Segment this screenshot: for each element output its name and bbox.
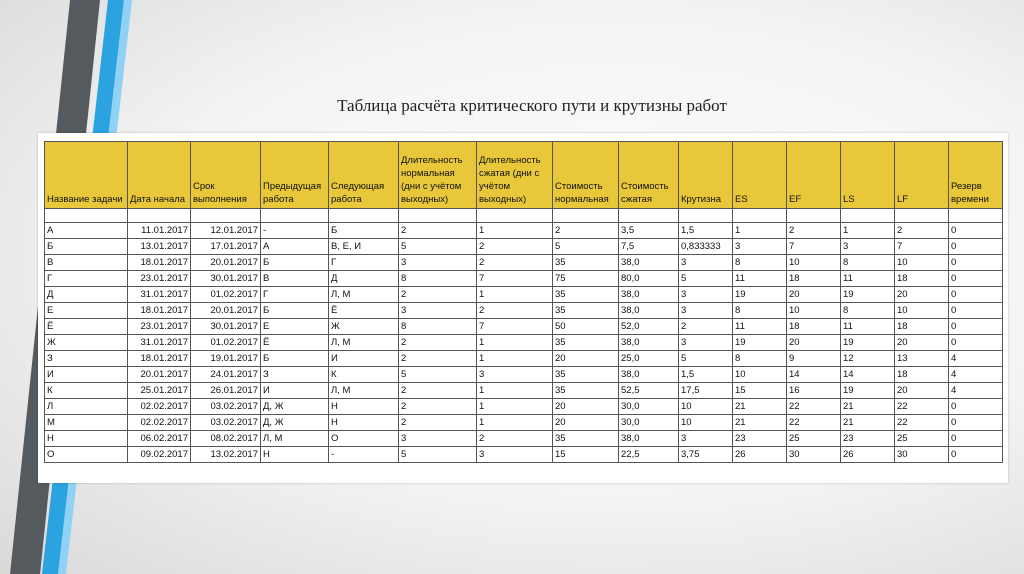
- table-cell: 35: [553, 335, 619, 351]
- table-cell: 11: [733, 319, 787, 335]
- critical-path-table: [44, 141, 1003, 463]
- table-cell: 19: [841, 383, 895, 399]
- table-cell: 20.01.2017: [191, 255, 261, 271]
- table-cell: Н: [45, 431, 128, 447]
- table-cell: 2: [477, 431, 553, 447]
- table-cell: 21: [733, 415, 787, 431]
- table-cell: 13.02.2017: [191, 447, 261, 463]
- table-cell: 13: [895, 351, 949, 367]
- table-cell: 11.01.2017: [128, 223, 191, 239]
- table-cell: 5: [679, 271, 733, 287]
- table-cell: Ё: [261, 335, 329, 351]
- table-cell: 14: [787, 367, 841, 383]
- table-cell: Л, М: [329, 383, 399, 399]
- table-cell: 20: [895, 287, 949, 303]
- table-cell: 2: [553, 223, 619, 239]
- table-cell: 5: [399, 447, 477, 463]
- table-cell: 38,0: [619, 287, 679, 303]
- table-cell: 20.01.2017: [191, 303, 261, 319]
- table-cell: 01.02.2017: [191, 335, 261, 351]
- table-cell: 25: [895, 431, 949, 447]
- header-cell: Резерв времени: [949, 142, 1003, 209]
- table-cell: 12.01.2017: [191, 223, 261, 239]
- table-cell: 5: [399, 239, 477, 255]
- table-cell: 20: [895, 335, 949, 351]
- table-cell: 23.01.2017: [128, 319, 191, 335]
- table-row: [45, 415, 1003, 431]
- table-cell: 18.01.2017: [128, 303, 191, 319]
- table-cell: 3,75: [679, 447, 733, 463]
- header-cell: Длительность нормальная (дни с учётом выходных): [399, 142, 477, 209]
- table-cell: 2: [477, 239, 553, 255]
- table-cell: Ж: [45, 335, 128, 351]
- table-cell: 75: [553, 271, 619, 287]
- table-cell: 21: [841, 399, 895, 415]
- table-body: [45, 209, 1003, 463]
- table-cell: 10: [679, 399, 733, 415]
- table-cell: Ж: [329, 319, 399, 335]
- table-cell: 1: [477, 351, 553, 367]
- header-cell: LF: [895, 142, 949, 209]
- table-cell: 3: [679, 335, 733, 351]
- table-cell: 52,0: [619, 319, 679, 335]
- table-cell: Ё: [45, 319, 128, 335]
- table-cell: 35: [553, 287, 619, 303]
- table-cell: 18: [895, 271, 949, 287]
- table-cell: О: [329, 431, 399, 447]
- table-cell: 18: [895, 319, 949, 335]
- table-cell: 0: [949, 255, 1003, 271]
- table-cell: 18: [787, 271, 841, 287]
- table-cell: А: [45, 223, 128, 239]
- table-cell: 9: [787, 351, 841, 367]
- table-cell: О: [45, 447, 128, 463]
- table-cell: 17,5: [679, 383, 733, 399]
- slide-title: Таблица расчёта критического пути и крутизны работ: [337, 96, 727, 115]
- table-cell: 18.01.2017: [128, 351, 191, 367]
- table-cell: 1: [477, 383, 553, 399]
- table-cell: 17.01.2017: [191, 239, 261, 255]
- table-cell: Н: [261, 447, 329, 463]
- table-cell: 10: [787, 255, 841, 271]
- table-cell: 5: [679, 351, 733, 367]
- table-cell: 38,0: [619, 431, 679, 447]
- table-cell: 12: [841, 351, 895, 367]
- table-cell: 31.01.2017: [128, 287, 191, 303]
- table-cell: 35: [553, 367, 619, 383]
- table-cell: Ё: [329, 303, 399, 319]
- table-cell: 2: [477, 303, 553, 319]
- table-cell: 26.01.2017: [191, 383, 261, 399]
- table-row: [45, 239, 1003, 255]
- table-cell: 0: [949, 287, 1003, 303]
- table-cell: 3,5: [619, 223, 679, 239]
- table-cell: 4: [949, 351, 1003, 367]
- table-cell: 21: [841, 415, 895, 431]
- table-cell: 38,0: [619, 367, 679, 383]
- table-cell: 20.01.2017: [128, 367, 191, 383]
- table-cell: 80,0: [619, 271, 679, 287]
- table-cell: 2: [399, 383, 477, 399]
- table-cell: 18.01.2017: [128, 255, 191, 271]
- table-cell: 20: [553, 399, 619, 415]
- table-cell: 10: [787, 303, 841, 319]
- table-cell: Д: [45, 287, 128, 303]
- table-cell: Б: [261, 255, 329, 271]
- table-cell: 13.01.2017: [128, 239, 191, 255]
- table-cell: 38,0: [619, 303, 679, 319]
- table-cell: 1,5: [679, 367, 733, 383]
- table-row: [45, 255, 1003, 271]
- table-cell: 10: [733, 367, 787, 383]
- table-row: [45, 335, 1003, 351]
- table-cell: 2: [399, 223, 477, 239]
- table-row: [45, 351, 1003, 367]
- table-cell: 1: [477, 335, 553, 351]
- table-cell: 23: [733, 431, 787, 447]
- table-cell: 01.02.2017: [191, 287, 261, 303]
- table-cell: 8: [841, 303, 895, 319]
- table-cell: 1: [477, 399, 553, 415]
- header-cell: LS: [841, 142, 895, 209]
- header-cell: ES: [733, 142, 787, 209]
- table-cell: 19: [733, 335, 787, 351]
- table-cell: Н: [329, 415, 399, 431]
- table-cell: 35: [553, 383, 619, 399]
- table-cell: 14: [841, 367, 895, 383]
- table-cell: М: [45, 415, 128, 431]
- table-cell: 10: [679, 415, 733, 431]
- spreadsheet-image: [38, 133, 1008, 483]
- table-cell: Е: [261, 319, 329, 335]
- table-cell: 8: [399, 271, 477, 287]
- table-cell: 2: [787, 223, 841, 239]
- blank-row: [45, 209, 1003, 223]
- table-cell: 0: [949, 399, 1003, 415]
- table-cell: В, Е, И: [329, 239, 399, 255]
- table-cell: 3: [841, 239, 895, 255]
- table-cell: 30,0: [619, 415, 679, 431]
- table-cell: 2: [399, 335, 477, 351]
- table-cell: 1: [477, 415, 553, 431]
- table-cell: 0,833333: [679, 239, 733, 255]
- table-cell: 0: [949, 239, 1003, 255]
- table-cell: З: [45, 351, 128, 367]
- table-cell: 24.01.2017: [191, 367, 261, 383]
- table-cell: 23: [841, 431, 895, 447]
- table-cell: 21: [733, 399, 787, 415]
- table-cell: 22: [895, 415, 949, 431]
- table-cell: Б: [261, 351, 329, 367]
- table-cell: Д, Ж: [261, 399, 329, 415]
- table-cell: 18: [895, 367, 949, 383]
- header-cell: Длительность сжатая (дни с учётом выходных): [477, 142, 553, 209]
- table-cell: Г: [329, 255, 399, 271]
- header-cell: Название задачи: [45, 142, 128, 209]
- table-cell: Л, М: [261, 431, 329, 447]
- table-cell: 0: [949, 223, 1003, 239]
- table-cell: 06.02.2017: [128, 431, 191, 447]
- table-cell: 38,0: [619, 335, 679, 351]
- table-cell: 30: [787, 447, 841, 463]
- table-cell: 23.01.2017: [128, 271, 191, 287]
- table-cell: 0: [949, 335, 1003, 351]
- table-cell: Г: [261, 287, 329, 303]
- table-cell: 22,5: [619, 447, 679, 463]
- table-cell: 35: [553, 431, 619, 447]
- header-cell: Срок выполнения: [191, 142, 261, 209]
- table-cell: 2: [679, 319, 733, 335]
- table-cell: 02.02.2017: [128, 399, 191, 415]
- table-cell: 30.01.2017: [191, 271, 261, 287]
- table-cell: 8: [841, 255, 895, 271]
- table-cell: 03.02.2017: [191, 415, 261, 431]
- table-cell: А: [261, 239, 329, 255]
- table-cell: 5: [553, 239, 619, 255]
- table-cell: 3: [679, 303, 733, 319]
- table-cell: 3: [679, 255, 733, 271]
- table-cell: Б: [261, 303, 329, 319]
- table-cell: 2: [399, 399, 477, 415]
- table-cell: -: [329, 447, 399, 463]
- table-cell: -: [261, 223, 329, 239]
- table-cell: 31.01.2017: [128, 335, 191, 351]
- table-cell: 0: [949, 415, 1003, 431]
- table-cell: Л, М: [329, 335, 399, 351]
- table-cell: В: [261, 271, 329, 287]
- table-cell: 25: [787, 431, 841, 447]
- table-cell: 3: [477, 447, 553, 463]
- table-cell: 5: [399, 367, 477, 383]
- table-cell: 1: [477, 223, 553, 239]
- table-cell: 3: [733, 239, 787, 255]
- table-cell: В: [45, 255, 128, 271]
- table-cell: 10: [895, 303, 949, 319]
- table-cell: И: [261, 383, 329, 399]
- table-row: [45, 287, 1003, 303]
- table-cell: Н: [329, 399, 399, 415]
- table-cell: 4: [949, 367, 1003, 383]
- table-cell: 7,5: [619, 239, 679, 255]
- table-cell: 7: [787, 239, 841, 255]
- table-cell: 0: [949, 319, 1003, 335]
- table-cell: 35: [553, 255, 619, 271]
- table-cell: 18: [787, 319, 841, 335]
- table-cell: 10: [895, 255, 949, 271]
- table-cell: 7: [895, 239, 949, 255]
- table-cell: 2: [477, 255, 553, 271]
- table-cell: 15: [553, 447, 619, 463]
- table-row: [45, 383, 1003, 399]
- table-cell: 11: [841, 271, 895, 287]
- table-cell: 8: [733, 303, 787, 319]
- table-cell: 20: [553, 351, 619, 367]
- table-row: [45, 367, 1003, 383]
- table-cell: 11: [733, 271, 787, 287]
- table-cell: 16: [787, 383, 841, 399]
- table-cell: 1: [733, 223, 787, 239]
- table-cell: Г: [45, 271, 128, 287]
- header-cell: Стоимость сжатая: [619, 142, 679, 209]
- table-cell: И: [329, 351, 399, 367]
- table-row: [45, 319, 1003, 335]
- header-row: [45, 142, 1003, 209]
- table-cell: 1: [841, 223, 895, 239]
- table-cell: 7: [477, 319, 553, 335]
- table-cell: 25,0: [619, 351, 679, 367]
- table-cell: 22: [787, 415, 841, 431]
- table-cell: 02.02.2017: [128, 415, 191, 431]
- table-cell: З: [261, 367, 329, 383]
- table-cell: К: [329, 367, 399, 383]
- table-cell: 25.01.2017: [128, 383, 191, 399]
- table-cell: 0: [949, 447, 1003, 463]
- header-cell: Следующая работа: [329, 142, 399, 209]
- table-cell: 19: [733, 287, 787, 303]
- table-cell: 1,5: [679, 223, 733, 239]
- header-cell: EF: [787, 142, 841, 209]
- table-cell: 3: [399, 431, 477, 447]
- table-cell: Д: [329, 271, 399, 287]
- table-row: [45, 271, 1003, 287]
- table-cell: 11: [841, 319, 895, 335]
- table-cell: 20: [553, 415, 619, 431]
- table-cell: 22: [787, 399, 841, 415]
- table-cell: 4: [949, 383, 1003, 399]
- table-cell: Д, Ж: [261, 415, 329, 431]
- table-cell: 08.02.2017: [191, 431, 261, 447]
- table-cell: 0: [949, 271, 1003, 287]
- table-cell: 22: [895, 399, 949, 415]
- header-cell: Стоимость нормальная: [553, 142, 619, 209]
- table-cell: К: [45, 383, 128, 399]
- table-cell: 09.02.2017: [128, 447, 191, 463]
- table-cell: 2: [399, 287, 477, 303]
- table-cell: 20: [895, 383, 949, 399]
- table-cell: 26: [841, 447, 895, 463]
- table-row: [45, 431, 1003, 447]
- table-cell: 30.01.2017: [191, 319, 261, 335]
- table-cell: Б: [45, 239, 128, 255]
- table-cell: 3: [399, 303, 477, 319]
- table-cell: 30,0: [619, 399, 679, 415]
- table-cell: 26: [733, 447, 787, 463]
- table-cell: 30: [895, 447, 949, 463]
- table-cell: Е: [45, 303, 128, 319]
- table-cell: 0: [949, 303, 1003, 319]
- table-cell: 15: [733, 383, 787, 399]
- table-row: [45, 303, 1003, 319]
- table-cell: 3: [679, 431, 733, 447]
- table-cell: 52,5: [619, 383, 679, 399]
- table-row: [45, 223, 1003, 239]
- table-row: [45, 447, 1003, 463]
- table-cell: 50: [553, 319, 619, 335]
- table-cell: 19: [841, 335, 895, 351]
- table-cell: 3: [399, 255, 477, 271]
- table-cell: 8: [733, 255, 787, 271]
- table-cell: 2: [399, 415, 477, 431]
- table-cell: 8: [733, 351, 787, 367]
- table-cell: 19: [841, 287, 895, 303]
- table-cell: И: [45, 367, 128, 383]
- table-cell: Л, М: [329, 287, 399, 303]
- table-cell: 7: [477, 271, 553, 287]
- table-cell: 38,0: [619, 255, 679, 271]
- table-cell: 03.02.2017: [191, 399, 261, 415]
- table-cell: 35: [553, 303, 619, 319]
- header-cell: Дата начала: [128, 142, 191, 209]
- table-cell: 2: [895, 223, 949, 239]
- table-cell: 2: [399, 351, 477, 367]
- table-cell: 0: [949, 431, 1003, 447]
- table-row: [45, 399, 1003, 415]
- table-cell: 19.01.2017: [191, 351, 261, 367]
- table-cell: 3: [477, 367, 553, 383]
- table-cell: 3: [679, 287, 733, 303]
- header-cell: Предыдущая работа: [261, 142, 329, 209]
- table-cell: 8: [399, 319, 477, 335]
- table-cell: Б: [329, 223, 399, 239]
- table-cell: Л: [45, 399, 128, 415]
- table-cell: 1: [477, 287, 553, 303]
- table-cell: 20: [787, 335, 841, 351]
- header-cell: Крутизна: [679, 142, 733, 209]
- table-cell: 20: [787, 287, 841, 303]
